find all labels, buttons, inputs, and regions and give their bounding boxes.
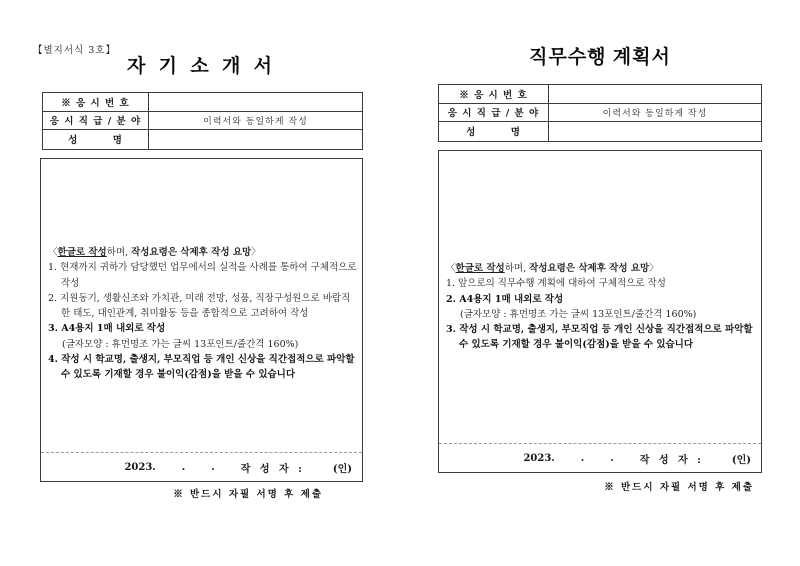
page-title-self-introduction: 자 기 소 개 서 — [127, 56, 276, 77]
table-row — [439, 122, 761, 141]
table-row — [439, 85, 761, 104]
instruction-item-2-font-spec: (글자모양 : 휴먼명조 가는 글씨 13포인트/줄간격 160%) — [460, 308, 697, 320]
note-underlined-text: 한글로 작성 — [455, 263, 505, 274]
table-row — [43, 93, 362, 112]
bracket-open: 〈 — [48, 247, 58, 258]
note-bold-text: 작성요령은 삭제후 작성 요망 — [131, 247, 252, 258]
content-box-right — [438, 150, 762, 473]
instruction-item-2: 2. A4용지 1매 내외로 작성 — [446, 293, 564, 305]
form-code-label: 【별지서식 3호】 — [33, 45, 116, 56]
writer-label: 작 성 자 : — [240, 463, 305, 475]
table-row — [439, 104, 761, 123]
content-box-left — [40, 158, 363, 482]
instruction-item-4: 4. 작성 시 학교명, 출생지, 부모직업 등 개인 신상을 직간접적으로 파악할 수 있도록 기재할 경우 불이익(감점)을 받을 수 있습니다 — [48, 354, 355, 381]
row-label-name: 성 명 — [43, 130, 149, 149]
note-underlined-text: 한글로 작성 — [57, 247, 107, 258]
signature-seal-placeholder: (인) — [731, 454, 751, 466]
instructions-right — [446, 261, 758, 353]
row-label-application-number: ※ 응 시 번 호 — [43, 93, 149, 111]
row-label-name: 성 명 — [439, 122, 549, 141]
bracket-close: 〉 — [251, 247, 261, 258]
page-title-job-plan: 직무수행 계획서 — [529, 47, 671, 68]
writer-label: 작 성 자 : — [639, 454, 704, 466]
date-signature-row-right — [439, 443, 761, 472]
row-value-position-field: 이력서와 동일하게 작성 — [602, 108, 708, 119]
bracket-open: 〈 — [446, 263, 456, 274]
note-mid-text: 하며, — [504, 263, 530, 274]
applicant-info-table-right — [438, 84, 762, 142]
note-bold-text: 작성요령은 삭제후 작성 요망 — [529, 263, 650, 274]
signature-seal-placeholder: (인) — [332, 463, 352, 475]
date-month-dot: . — [580, 452, 585, 464]
row-value-position-field: 이력서와 동일하게 작성 — [203, 116, 308, 127]
table-row — [43, 112, 362, 131]
row-label-application-number: ※ 응 시 번 호 — [439, 85, 549, 103]
row-label-position-field: 응 시 직 급 / 분 야 — [43, 112, 149, 130]
instruction-item-3: 3. 작성 시 학교명, 출생지, 부모직업 등 개인 신상을 직간접적으로 파악할 수 있도록 기재할 경우 불이익(감점)을 받을 수 있습니다 — [446, 324, 753, 351]
bracket-close: 〉 — [649, 263, 659, 274]
instruction-item-1: 1. 현재까지 귀하가 담당했던 업무에서의 실적을 사례를 통하여 구체적으로 작성 — [48, 262, 357, 289]
instruction-item-3-font-spec: (글자모양 : 휴먼명조 가는 글씨 13포인트/줄간격 160%) — [62, 338, 299, 350]
date-day-dot: . — [610, 452, 614, 464]
row-value-application-number — [549, 85, 761, 103]
footer-note-right: ※ 반드시 자필 서명 후 제출 — [604, 482, 754, 493]
row-value-name — [549, 122, 761, 141]
note-mid-text: 하며, — [106, 247, 132, 258]
date-year: 2023. — [124, 461, 156, 473]
instruction-item-2: 2. 지원동기, 생활신조와 가치관, 미래 전망, 성품, 직장구성원으로 바람직한 태도, 대인관계, 취미활동 등을 종합적으로 고려하여 작성 — [48, 292, 351, 320]
footer-note-left: ※ 반드시 자필 서명 후 제출 — [173, 489, 323, 500]
instruction-item-3: 3. A4용지 1매 내외로 작성 — [48, 323, 166, 335]
date-signature-row-left — [41, 452, 362, 481]
applicant-info-table-left — [42, 92, 363, 150]
date-year: 2023. — [523, 452, 555, 464]
row-value-application-number — [149, 93, 362, 111]
row-value-name — [149, 130, 362, 149]
table-row — [43, 130, 362, 149]
instruction-item-1: 1. 앞으로의 직무수행 계획에 대하여 구체적으로 작성 — [446, 278, 666, 290]
instructions-heading — [446, 261, 758, 276]
date-month-dot: . — [181, 461, 186, 473]
date-day-dot: . — [211, 461, 215, 473]
instructions-left — [48, 245, 359, 383]
instructions-heading — [48, 245, 359, 260]
row-label-position-field: 응 시 직 급 / 분 야 — [439, 104, 549, 122]
